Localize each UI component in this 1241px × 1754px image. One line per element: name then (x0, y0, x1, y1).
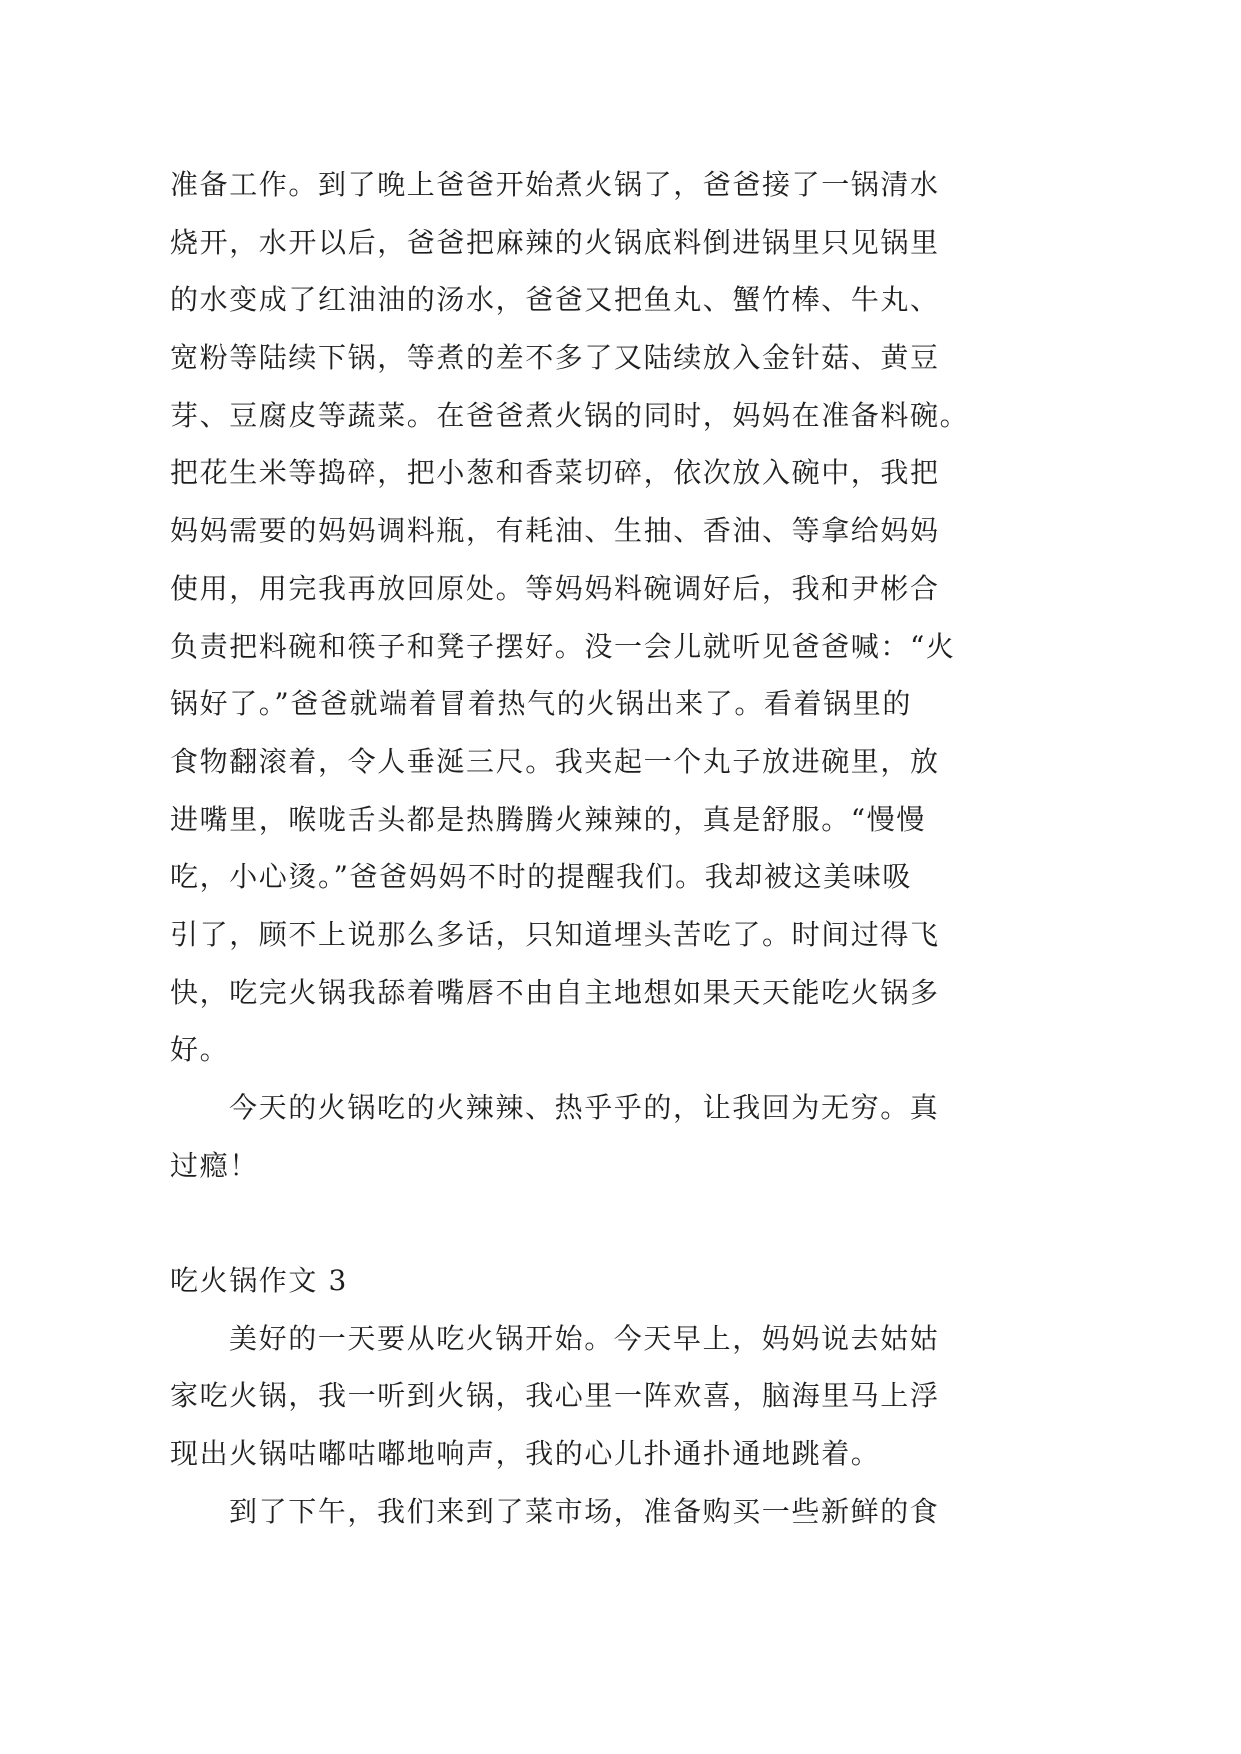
text-line: 过瘾！ (170, 1148, 259, 1182)
text-line: 妈妈需要的妈妈调料瓶，有耗油、生抽、香油、等拿给妈妈 (170, 514, 940, 548)
text-line: 今天的火锅吃的火辣辣、热乎乎的，让我回为无穷。真 (229, 1091, 940, 1124)
text-line: 吃，小心烫。”爸爸妈妈不时的提醒我们。我却被这美味吸 (170, 860, 912, 894)
text-line: 锅好了。”爸爸就端着冒着热气的火锅出来了。看着锅里的 (170, 687, 912, 721)
text-line: 进嘴里，喉咙舌头都是热腾腾火辣辣的，真是舒服。“慢慢 (170, 802, 926, 836)
text-line: 宽粉等陆续下锅，等煮的差不多了又陆续放入金针菇、黄豆 (170, 341, 940, 375)
paragraph-2 (170, 1079, 990, 1194)
text-line: 准备工作。到了晚上爸爸开始煮火锅了，爸爸接了一锅清水 (170, 168, 940, 201)
text-line: 烧开，水开以后，爸爸把麻辣的火锅底料倒进锅里只见锅里 (170, 225, 940, 259)
text-line: 把花生米等捣碎，把小葱和香菜切碎，依次放入碗中，我把 (170, 456, 940, 490)
document-body (170, 156, 990, 1541)
paragraph-1 (170, 156, 990, 1079)
text-line: 现出火锅咕嘟咕嘟地响声，我的心儿扑通扑通地跳着。 (170, 1437, 881, 1471)
text-line: 负责把料碗和筷子和凳子摆好。没一会儿就听见爸爸喊：“火 (170, 629, 956, 663)
text-line: 芽、豆腐皮等蔬菜。在爸爸煮火锅的同时，妈妈在准备料碗。 (170, 398, 970, 432)
paragraph-4 (170, 1483, 990, 1541)
text-line: 家吃火锅，我一听到火锅，我心里一阵欢喜，脑海里马上浮 (170, 1379, 940, 1413)
text-line: 的水变成了红油油的汤水，爸爸又把鱼丸、蟹竹棒、牛丸、 (170, 283, 940, 317)
text-line: 食物翻滚着，令人垂涎三尺。我夹起一个丸子放进碗里，放 (170, 744, 940, 778)
text-line: 引了，顾不上说那么多话，只知道埋头苦吃了。时间过得飞 (170, 917, 940, 951)
text-line: 好。 (170, 1033, 230, 1067)
text-line: 美好的一天要从吃火锅开始。今天早上，妈妈说去姑姑 (229, 1321, 940, 1355)
paragraph-3 (170, 1310, 990, 1483)
paragraph-spacer (170, 1194, 990, 1252)
text-line: 快，吃完火锅我舔着嘴唇不由自主地想如果天天能吃火锅多 (170, 975, 940, 1009)
section-heading: 吃火锅作文 3 (170, 1264, 348, 1298)
text-line: 到了下午，我们来到了菜市场，准备购买一些新鲜的食 (229, 1494, 940, 1528)
text-line: 使用，用完我再放回原处。等妈妈料碗调好后，我和尹彬合 (170, 571, 940, 605)
